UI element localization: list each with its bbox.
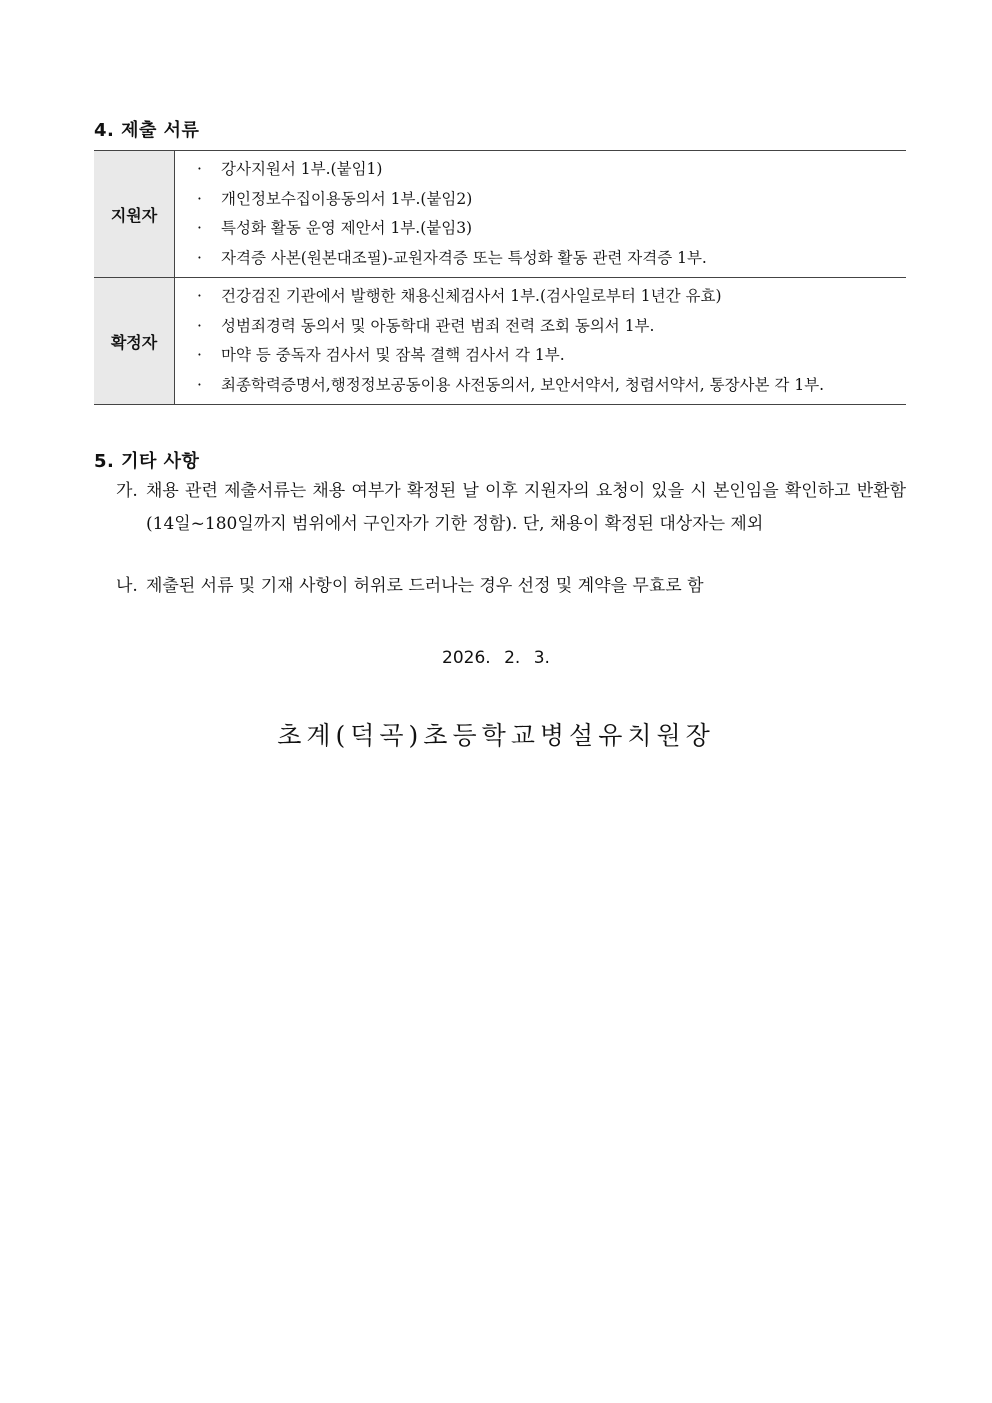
list-item-text: 마약 등 중독자 검사서 및 잠복 결핵 검사서 각 1부. <box>221 346 565 364</box>
list-item <box>197 371 906 401</box>
list-item <box>197 155 906 185</box>
list-item-text: 강사지원서 1부.(붙임1) <box>221 160 383 178</box>
list-item-text: 특성화 활동 운영 제안서 1부.(붙임3) <box>221 219 473 237</box>
submission-documents-table <box>94 150 906 405</box>
items-cell-confirmed <box>175 278 907 405</box>
bullet-icon: · <box>197 287 202 305</box>
list-item <box>197 312 906 342</box>
bullet-icon: · <box>197 316 202 335</box>
note-item-na <box>116 570 906 603</box>
note-text: 제출된 서류 및 기재 사항이 허위로 드러나는 경우 선정 및 계약을 무효로 함 <box>146 576 704 596</box>
document-date: 2026. 2. 3. <box>442 648 550 668</box>
bullet-icon: · <box>197 346 202 364</box>
table-row-applicant <box>94 151 906 278</box>
list-item-text: 자격증 사본(원본대조필)-교원자격증 또는 특성화 활동 관련 자격증 1부. <box>221 248 707 267</box>
list-item-text: 최종학력증명서,행정정보공동이용 사전동의서, 보안서약서, 청렴서약서, 통장사본 각 1부. <box>221 375 825 394</box>
category-cell-applicant: 지원자 <box>94 151 175 278</box>
list-item-text: 개인정보수집이용동의서 1부.(붙임2) <box>221 189 473 208</box>
note-marker: 나. <box>116 576 138 596</box>
note-marker: 가. <box>116 481 138 501</box>
bullet-icon: · <box>197 375 202 394</box>
note-text: 채용 관련 제출서류는 채용 여부가 확정된 날 이후 지원자의 요청이 있을 시 본인임을 확인하고 반환함(14일~180일까지 범위에서 구인자가 기한 정함). 단, 채용이 확정된 대상자는 제외 <box>146 481 906 534</box>
list-item <box>197 244 906 274</box>
bullet-icon: · <box>197 189 202 208</box>
bullet-icon: · <box>197 248 202 267</box>
category-cell-confirmed: 확정자 <box>94 278 175 405</box>
table-row-confirmed <box>94 278 906 405</box>
list-item <box>197 282 906 312</box>
list-item <box>197 214 906 244</box>
section-5-heading: 5. 기타 사항 <box>94 451 200 472</box>
section-4-heading: 4. 제출 서류 <box>94 120 200 141</box>
bullet-icon: · <box>197 219 202 237</box>
bullet-icon: · <box>197 160 202 178</box>
note-item-ga <box>116 475 906 541</box>
list-item-text: 성범죄경력 동의서 및 아동학대 관련 범죄 전력 조회 동의서 1부. <box>221 316 655 335</box>
signer-title: 초계(덕곡)초등학교병설유치원장 <box>277 721 715 750</box>
list-item-text: 건강검진 기관에서 발행한 채용신체검사서 1부.(검사일로부터 1년간 유효) <box>221 287 722 305</box>
items-cell-applicant <box>175 151 907 278</box>
list-item <box>197 185 906 215</box>
list-item <box>197 341 906 371</box>
